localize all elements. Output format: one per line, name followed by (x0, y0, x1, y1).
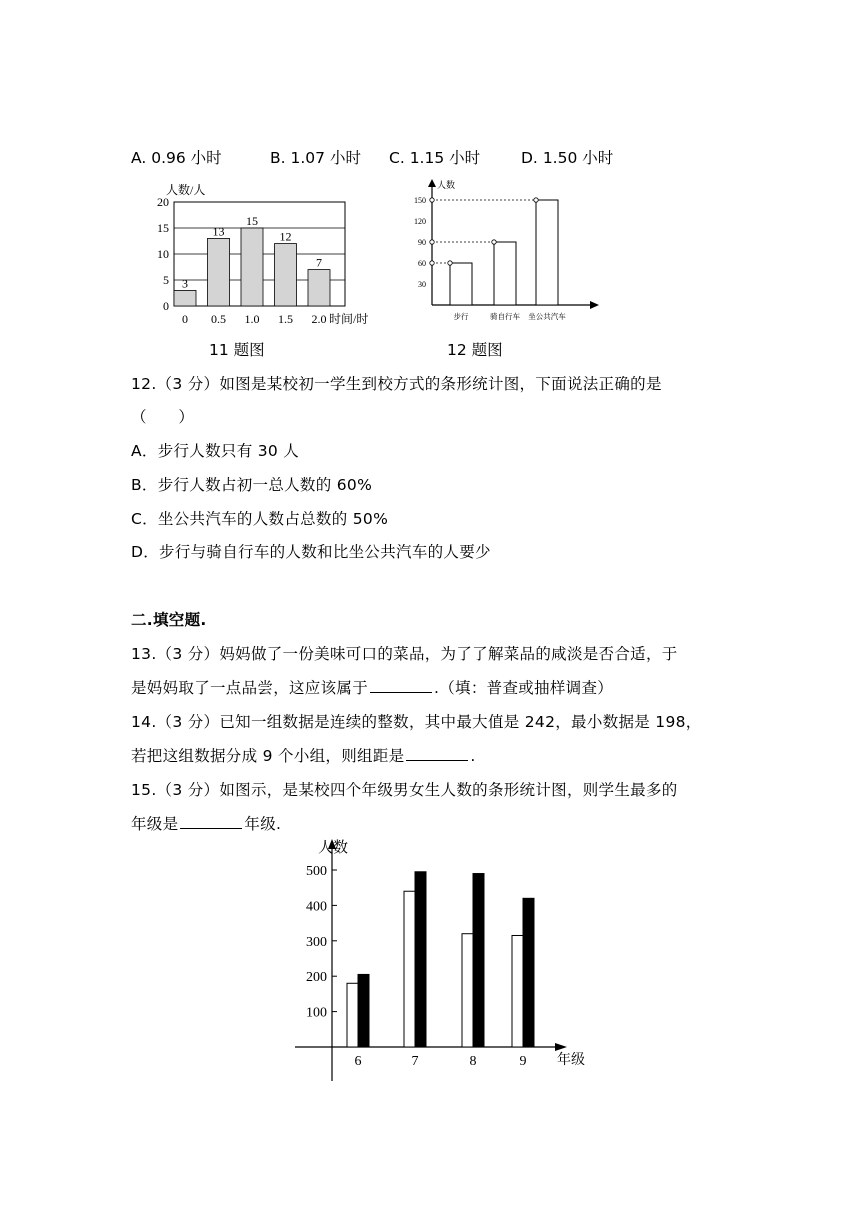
bar (174, 290, 196, 306)
q12-option-a: A．步行人数只有 30 人 (131, 442, 300, 460)
q11-option-c: C. 1.15 小时 (389, 149, 481, 167)
bar (450, 263, 472, 305)
bar (308, 270, 330, 306)
guide-point (430, 261, 434, 265)
x-tick-label: 0.5 (211, 312, 226, 326)
q11-option-d: D. 1.50 小时 (521, 149, 614, 167)
category-label: 步行 (453, 312, 469, 321)
q12-option-c: C．坐公共汽车的人数占总数的 50% (131, 510, 389, 528)
bar-point (492, 240, 496, 244)
bar-point (448, 261, 452, 265)
bar (494, 242, 516, 305)
category-label: 6 (354, 1054, 362, 1069)
q15-line1: 15.（3 分）如图示，是某校四个年级男女生人数的条形统计图，则学生最多的 (131, 781, 678, 799)
q12-option-d: D．步行与骑自行车的人数和比坐公共汽车的人要少 (131, 543, 491, 561)
section-title: 二.填空题. (131, 611, 207, 629)
q12-paren: （ ） (131, 408, 195, 426)
y-tick-label: 60 (418, 259, 426, 268)
q11-option-b: B. 1.07 小时 (270, 149, 361, 167)
y-tick-label: 10 (157, 247, 169, 261)
category-label: 9 (519, 1054, 527, 1069)
y-tick-label: 150 (414, 196, 426, 205)
bar-black (415, 872, 426, 1047)
data-label: 3 (182, 276, 188, 291)
bar-point (534, 198, 538, 202)
caption-fig11: 11 题图 (209, 341, 265, 359)
bar-black (473, 874, 484, 1047)
x-axis-label: 年级 (557, 1053, 585, 1068)
bar (208, 238, 230, 306)
guide-point (430, 240, 434, 244)
y-tick-label: 400 (306, 899, 327, 915)
y-axis-label: 人数/人 (166, 183, 206, 197)
y-tick-label: 200 (306, 970, 327, 986)
q14-line1: 14.（3 分）已知一组数据是连续的整数，其中最大值是 242，最小数据是 198， (131, 713, 702, 731)
chart-12-bar (400, 176, 610, 328)
data-label: 12 (279, 229, 292, 244)
bar-white (462, 934, 473, 1047)
y-tick-label: 0 (163, 299, 169, 313)
data-label: 7 (316, 255, 322, 270)
x-axis-label: 时间/时 (329, 312, 369, 326)
category-label: 坐公共汽车 (528, 312, 566, 321)
y-tick-label: 5 (163, 273, 169, 287)
caption-fig12: 12 题图 (447, 341, 503, 359)
y-tick-label: 90 (418, 238, 426, 247)
y-tick-label: 30 (418, 280, 426, 289)
q13-line2: 是妈妈取了一点品尝，这应该属于 .（填：普查或抽样调查） (131, 679, 614, 697)
x-tick-label: 1.5 (278, 312, 293, 326)
answer-blank[interactable] (180, 814, 242, 829)
q12-option-b: B．步行人数占初一总人数的 60% (131, 476, 373, 494)
q13-line1: 13.（3 分）妈妈做了一份美味可口的菜品，为了了解菜品的咸淡是否合适，于 (131, 645, 678, 663)
category-label: 骑自行车 (490, 312, 520, 321)
bar-white (512, 935, 523, 1047)
chart-15-grouped-bar (295, 835, 595, 1085)
y-tick-label: 300 (306, 934, 327, 950)
y-tick-label: 100 (306, 1005, 327, 1021)
x-tick-label: 0 (182, 312, 188, 326)
x-axis-arrow (590, 301, 599, 309)
bar (241, 228, 263, 306)
data-label: 15 (246, 214, 258, 228)
y-tick-label: 120 (414, 217, 426, 226)
answer-blank[interactable] (370, 678, 432, 693)
x-axis-arrow (555, 1043, 567, 1051)
category-label: 7 (411, 1054, 419, 1069)
y-axis-arrow (428, 179, 436, 187)
category-label: 8 (469, 1054, 477, 1069)
bar-white (404, 891, 415, 1047)
q14-line2: 若把这组数据分成 9 个小组，则组距是 . (131, 747, 476, 765)
x-tick-label: 2.0 (311, 312, 327, 326)
y-tick-label: 500 (306, 864, 327, 879)
q15-line2: 年级是 年级. (131, 815, 282, 833)
answer-blank[interactable] (406, 746, 468, 761)
chart-11-histogram (140, 178, 390, 330)
bar (536, 200, 558, 305)
y-axis-label: 人数 (318, 840, 349, 856)
x-tick-label: 1.0 (244, 312, 260, 326)
bar-white (347, 983, 358, 1047)
y-axis-label: 人数 (437, 180, 456, 190)
bar-black (358, 974, 369, 1047)
bar-black (523, 898, 534, 1047)
guide-point (430, 198, 434, 202)
y-tick-label: 15 (157, 221, 169, 235)
data-label: 13 (212, 224, 225, 239)
q11-option-a: A. 0.96 小时 (131, 149, 222, 167)
y-tick-label: 20 (157, 195, 169, 209)
bar (275, 244, 297, 306)
q12-stem: 12.（3 分）如图是某校初一学生到校方式的条形统计图，下面说法正确的是 (131, 375, 662, 393)
